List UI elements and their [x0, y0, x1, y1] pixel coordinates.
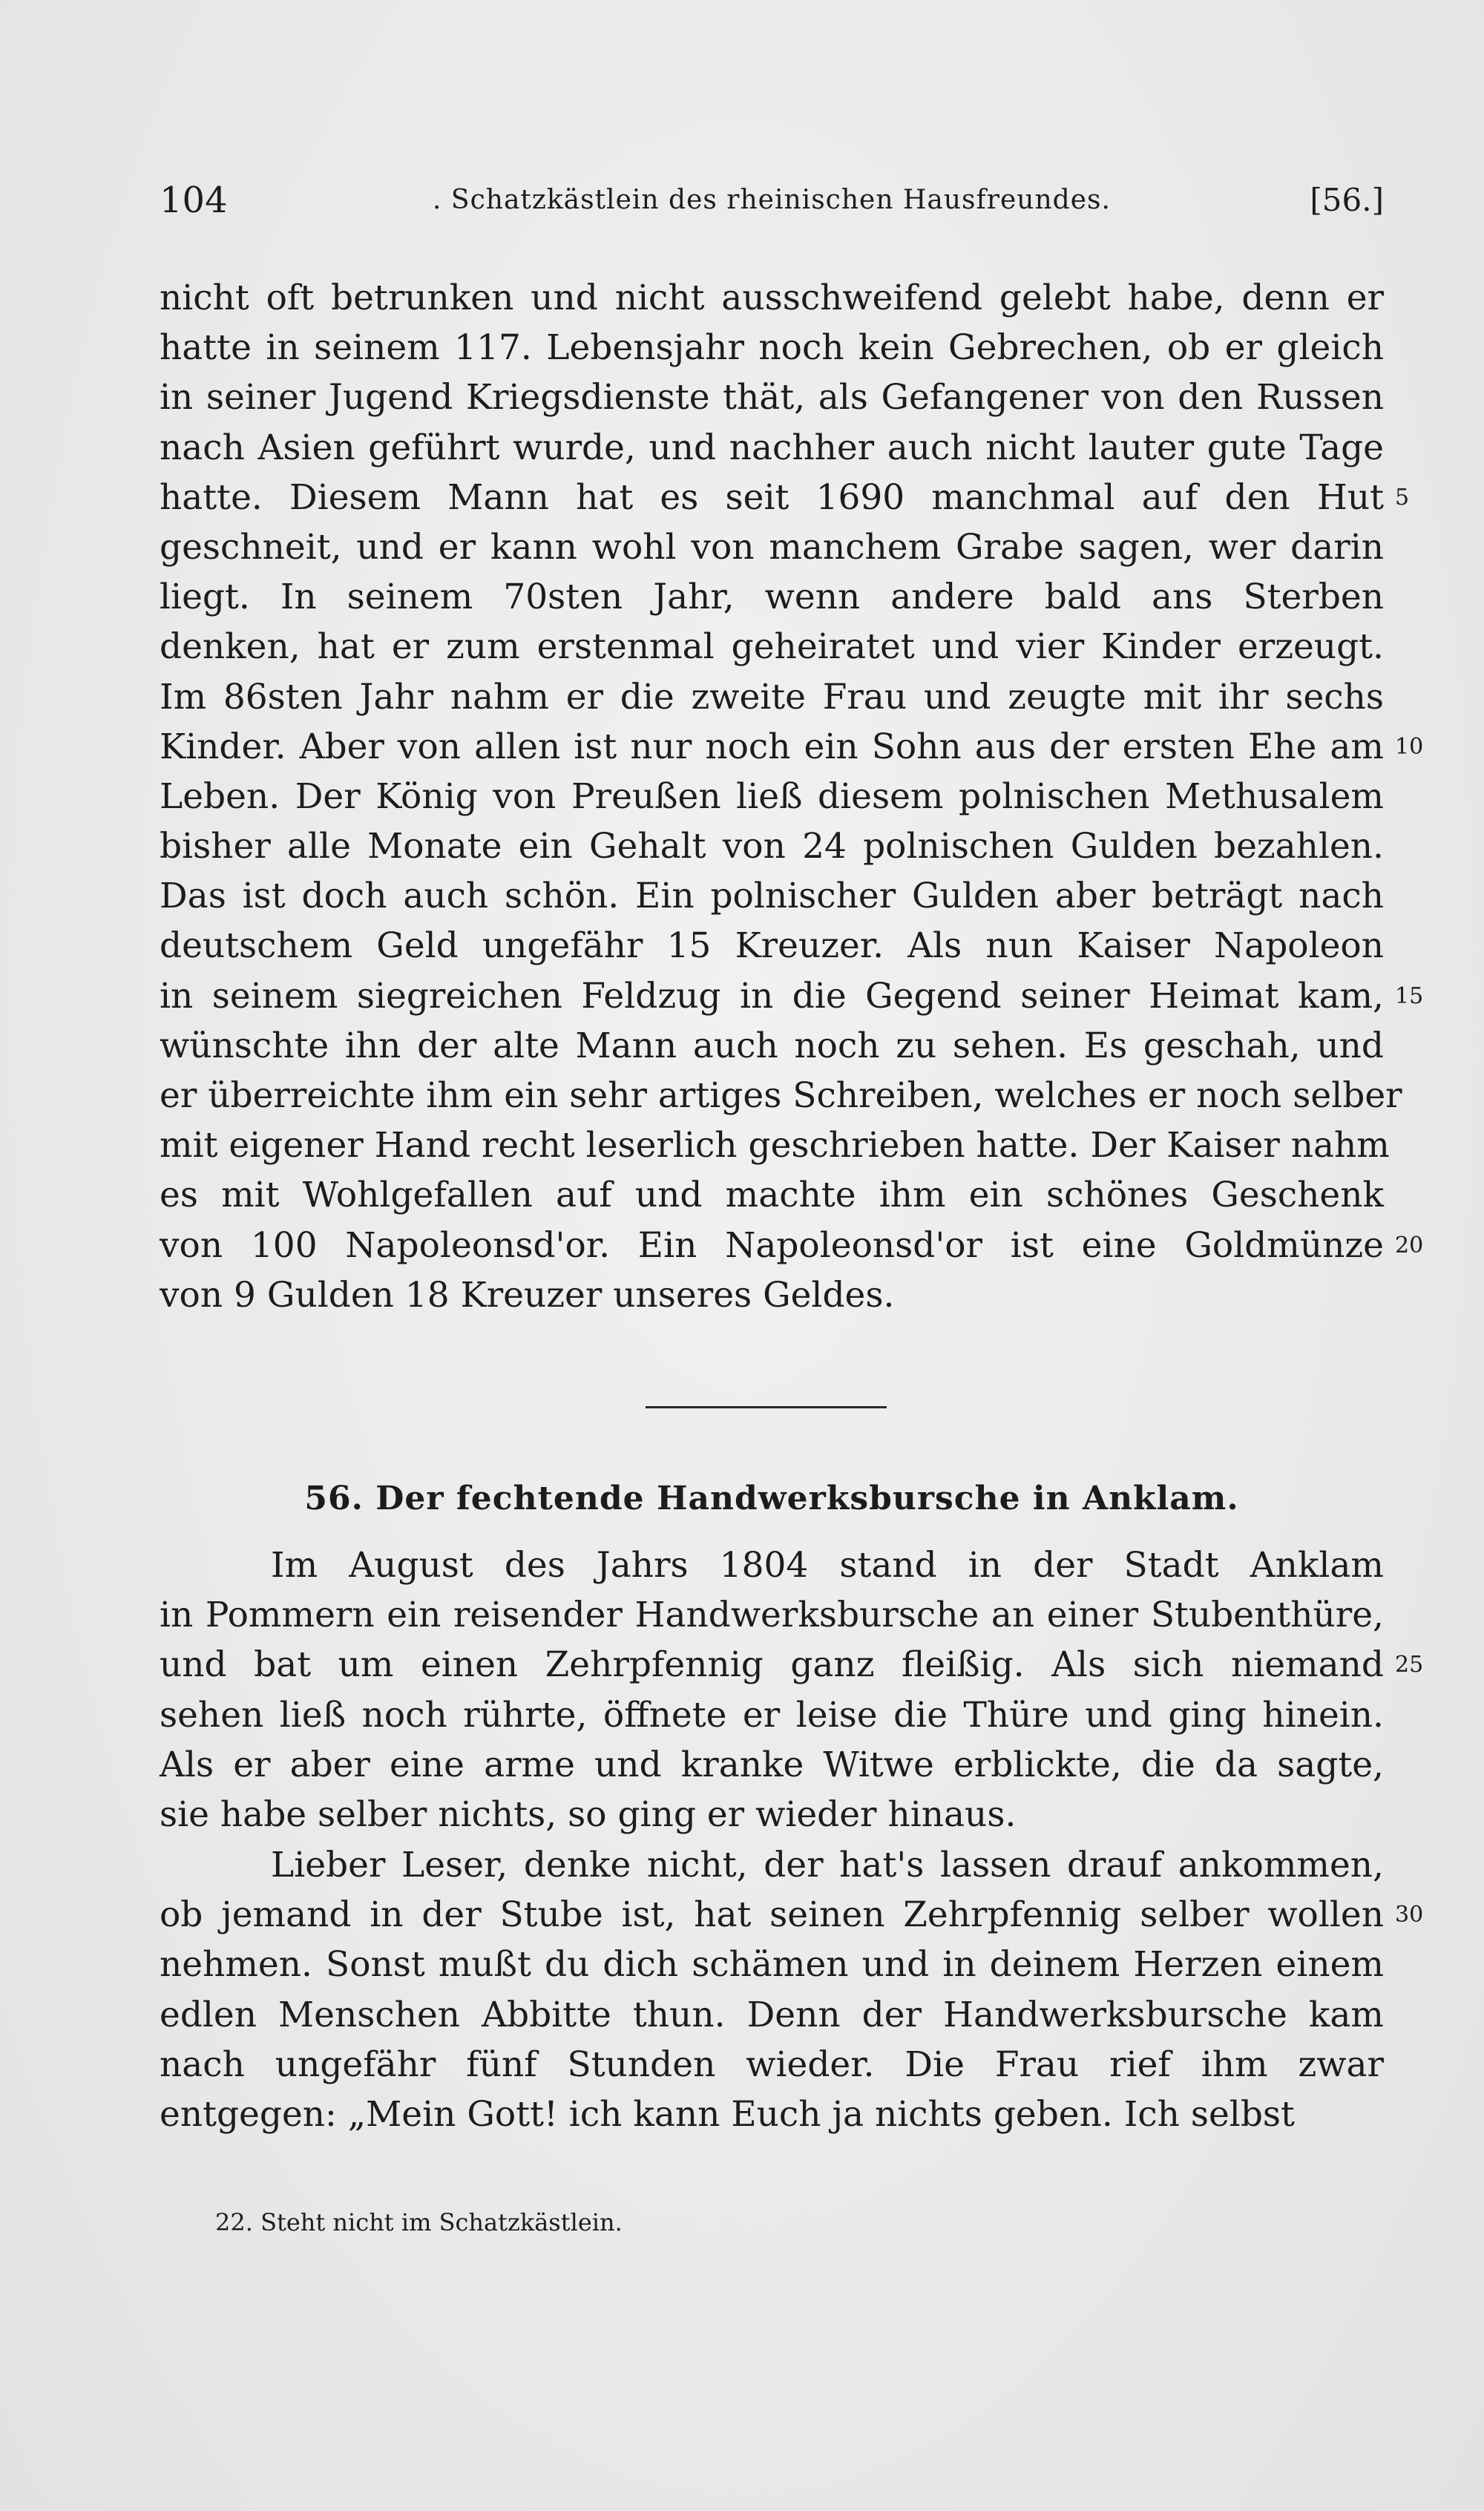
- line-text: Im 86sten Jahr nahm er die zweite Frau und zeugte mit ihr sechs: [160, 676, 1384, 718]
- line-number: 5: [1395, 484, 1410, 511]
- page-header: [160, 178, 1384, 223]
- text-line: [160, 1221, 1424, 1270]
- line-text: Lieber Leser, denke nicht, der hat's lassen drauf ankommen,: [271, 1845, 1384, 1885]
- page-number: 104: [160, 180, 228, 221]
- line-text: hatte in seinem 117. Lebensjahr noch kein Gebrechen, ob er gleich: [160, 327, 1384, 369]
- text-line: [160, 1540, 1384, 1590]
- line-text: sie habe selber nichts, so ging er wieder hinaus.: [160, 1793, 1017, 1835]
- text-line: [160, 423, 1384, 473]
- text-line: [160, 1270, 1384, 1320]
- line-number: 25: [1395, 1652, 1424, 1678]
- text-line: [160, 522, 1384, 572]
- text-line: [160, 622, 1384, 672]
- line-text: mit eigener Hand recht leserlich geschrieben hatte. Der Kaiser nahm: [160, 1125, 1390, 1166]
- text-line: [160, 1990, 1384, 2040]
- line-number: 20: [1395, 1232, 1424, 1258]
- section-reference: [56.]: [1310, 182, 1384, 218]
- line-number: 30: [1395, 1902, 1424, 1929]
- line-text: nicht oft betrunken und nicht ausschweifend gelebt habe, denn er: [160, 278, 1384, 318]
- text-line: [160, 1021, 1384, 1071]
- line-text: in seinem siegreichen Feldzug in die Gegend seiner Heimat kam,: [160, 975, 1384, 1017]
- section-divider: [646, 1406, 887, 1408]
- text-line: [160, 473, 1410, 522]
- line-text: es mit Wohlgefallen auf und machte ihm ein schönes Geschenk: [160, 1175, 1384, 1216]
- text-line: [160, 772, 1384, 821]
- text-line: [160, 1790, 1384, 1839]
- text-line: [160, 1690, 1384, 1740]
- text-line: [160, 2090, 1384, 2139]
- text-line: [160, 1940, 1384, 1989]
- running-title: . Schatzkästlein des rheinischen Hausfreundes.: [433, 185, 1111, 215]
- text-line: [160, 971, 1424, 1021]
- text-line: [160, 672, 1384, 722]
- line-text: ob jemand in der Stube ist, hat seinen Zehrpfennig selber wollen: [160, 1894, 1384, 1936]
- text-line: [160, 921, 1384, 971]
- line-text: Das ist doch auch schön. Ein polnischer Gulden aber beträgt nach: [160, 876, 1384, 917]
- line-text: nehmen. Sonst mußt du dich schämen und in deinem Herzen einem: [160, 1944, 1384, 1986]
- text-line: [160, 1740, 1384, 1790]
- text-line: [160, 1590, 1384, 1640]
- story-paragraph-2: [160, 1840, 1424, 2139]
- line-text: Kinder. Aber von allen ist nur noch ein Sohn aus der ersten Ehe am: [160, 726, 1384, 767]
- text-line: [160, 1840, 1384, 1890]
- paragraph-continuation: [160, 273, 1424, 1320]
- text-line: [160, 871, 1384, 921]
- line-text: wünschte ihn der alte Mann auch noch zu sehen. Es geschah, und: [160, 1025, 1384, 1066]
- story-title: 56. Der fechtende Handwerksbursche in Anklam.: [304, 1480, 1239, 1517]
- line-text: nach ungefähr fünf Stunden wieder. Die Frau rief ihm zwar: [160, 2044, 1384, 2085]
- line-text: sehen ließ noch rührte, öffnete er leise die Thüre und ging hinein.: [160, 1694, 1384, 1736]
- text-line: [160, 1640, 1424, 1690]
- text-line: [160, 1170, 1384, 1220]
- line-text: in seiner Jugend Kriegsdienste thät, als Gefangener von den Russen: [160, 377, 1384, 418]
- footnote: 22. Steht nicht im Schatzkästlein.: [215, 2208, 623, 2236]
- line-text: von 9 Gulden 18 Kreuzer unseres Geldes.: [160, 1274, 895, 1316]
- line-text: nach Asien geführt wurde, und nachher auch nicht lauter gute Tage: [160, 427, 1384, 468]
- text-line: [160, 323, 1384, 372]
- line-number: 15: [1395, 982, 1424, 1009]
- line-text: er überreichte ihm ein sehr artiges Schreiben, welches er noch selber: [160, 1075, 1402, 1116]
- text-line: [160, 1120, 1390, 1170]
- text-line: [160, 1890, 1424, 1940]
- line-text: liegt. In seinem 70sten Jahr, wenn andere bald ans Sterben: [160, 577, 1384, 618]
- line-text: denken, hat er zum erstenmal geheiratet und vier Kinder erzeugt.: [160, 626, 1384, 668]
- text-line: [160, 572, 1384, 622]
- story-paragraph-1: [160, 1540, 1424, 1839]
- text-line: [160, 1071, 1402, 1120]
- line-text: Als er aber eine arme und kranke Witwe erblickte, die da sagte,: [160, 1744, 1384, 1785]
- text-line: [160, 372, 1384, 422]
- line-text: edlen Menschen Abbitte thun. Denn der Handwerksbursche kam: [160, 1994, 1384, 2035]
- line-text: und bat um einen Zehrpfennig ganz fleißig. Als sich niemand: [160, 1644, 1384, 1686]
- line-number: 10: [1395, 733, 1424, 760]
- line-text: Leben. Der König von Preußen ließ diesem polnischen Methusalem: [160, 775, 1384, 817]
- text-line: [160, 722, 1424, 772]
- text-line: [160, 2040, 1384, 2090]
- text-line: [160, 821, 1384, 871]
- line-text: von 100 Napoleonsd'or. Ein Napoleonsd'or ist eine Goldmünze: [160, 1224, 1384, 1266]
- line-text: hatte. Diesem Mann hat es seit 1690 manchmal auf den Hut: [160, 476, 1384, 518]
- line-text: deutschem Geld ungefähr 15 Kreuzer. Als nun Kaiser Napoleon: [160, 925, 1384, 967]
- line-text: in Pommern ein reisender Handwerksbursche an einer Stubenthüre,: [160, 1595, 1384, 1636]
- text-line: [160, 273, 1384, 323]
- line-text: Im August des Jahrs 1804 stand in der Stadt Anklam: [271, 1545, 1384, 1586]
- line-text: entgegen: „Mein Gott! ich kann Euch ja nichts geben. Ich selbst: [160, 2093, 1295, 2135]
- line-text: bisher alle Monate ein Gehalt von 24 polnischen Gulden bezahlen.: [160, 826, 1384, 867]
- line-text: geschneit, und er kann wohl von manchem Grabe sagen, wer darin: [160, 526, 1384, 568]
